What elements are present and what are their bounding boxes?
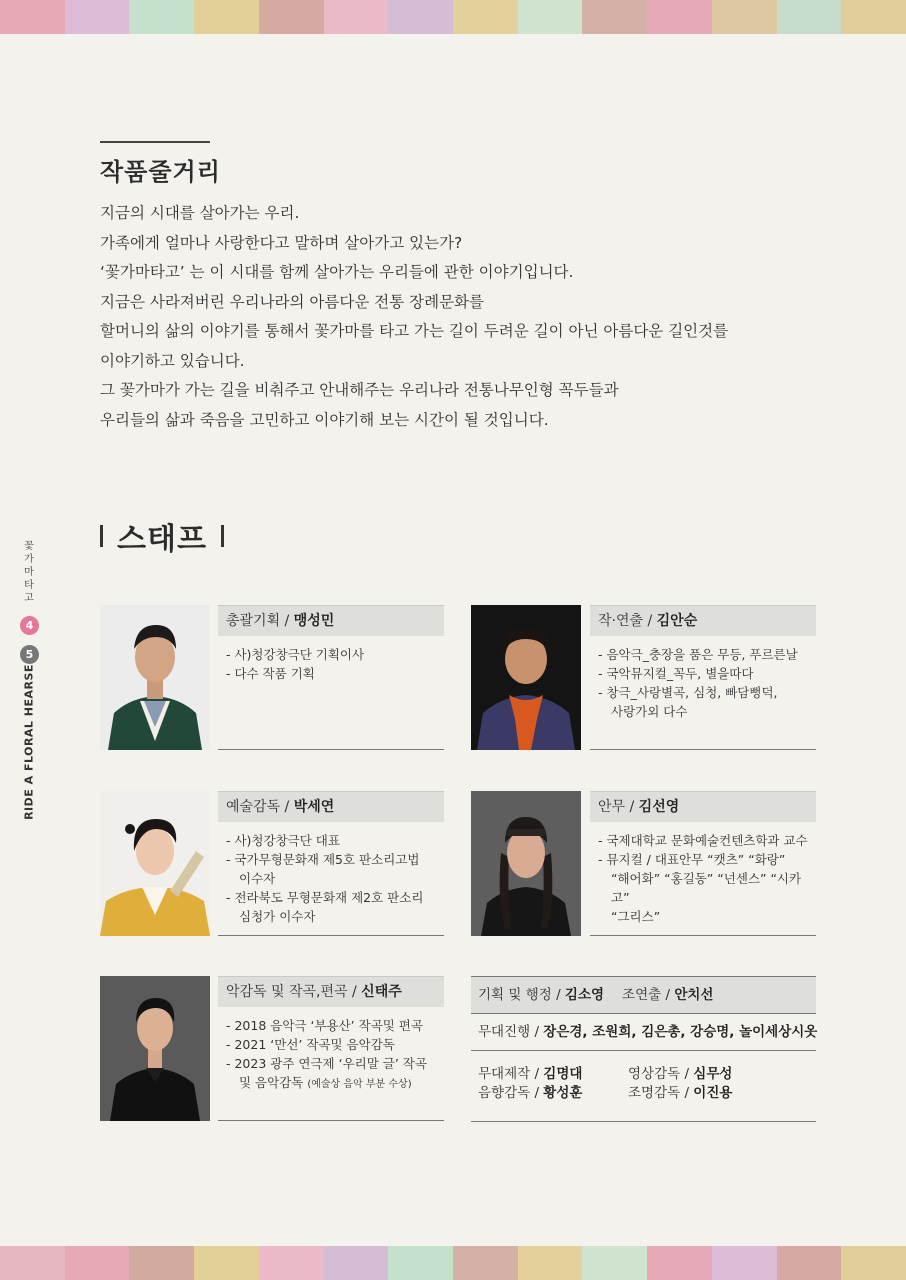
career-list [590, 822, 816, 926]
staff-photo-kim-ansun [471, 605, 581, 750]
production-grid [471, 1051, 816, 1102]
career-item: - 사)청강창극단 기획이사 [226, 647, 365, 662]
production-line [471, 977, 816, 1014]
career-item-text: 및 음악감독 [239, 1075, 308, 1090]
production-entry [478, 1065, 628, 1083]
stripe-segment [712, 0, 777, 34]
production-row [471, 1050, 816, 1122]
award-note: (예술상 음악 부분 수상) [307, 1079, 412, 1090]
heading-bar-left [100, 525, 103, 547]
staff-name: 심무성 [693, 1066, 733, 1082]
staff-title: 스태프 [117, 522, 207, 557]
role-label: 무대제작 / [478, 1066, 544, 1082]
card-bottom-line [218, 749, 444, 750]
staff-card-park [218, 791, 444, 926]
synopsis-body [100, 199, 800, 435]
stripe-segment [712, 1246, 777, 1280]
role-label: 총괄기획 / [226, 613, 294, 629]
stripe-segment [0, 1246, 65, 1280]
career-item-with-award [226, 1073, 436, 1094]
staff-name: 김안순 [656, 613, 698, 629]
production-row [471, 976, 816, 1013]
staff-name: 황성훈 [543, 1085, 583, 1101]
staff-name: 김소영 [564, 987, 605, 1003]
staff-name: 장은경, 조원희, 김은총, 강승명, 놀이세상시옷 [543, 1024, 818, 1040]
stripe-segment [194, 1246, 259, 1280]
role-label: 무대진행 / [478, 1024, 544, 1040]
stripe-segment [582, 1246, 647, 1280]
stripe-segment [65, 1246, 130, 1280]
role-label: 기획 및 행정 / [478, 987, 565, 1003]
career-item: “그리스” [611, 909, 661, 924]
career-item: - 사)청강창극단 대표 [226, 833, 340, 848]
staff-card-maeng [218, 605, 444, 683]
staff-name: 김선영 [638, 799, 680, 815]
career-item: “해어화” “홍길동” “넌센스” “시카고” [611, 871, 802, 905]
card-header [218, 791, 444, 822]
career-list [218, 636, 444, 683]
production-line [471, 1014, 816, 1051]
stripe-segment [259, 1246, 324, 1280]
career-list [218, 1007, 444, 1094]
card-header [218, 976, 444, 1007]
role-label: 영상감독 / [628, 1066, 694, 1082]
stripe-segment [647, 1246, 712, 1280]
bottom-decorative-stripe [0, 1246, 906, 1280]
synopsis-line: 이야기하고 있습니다. [100, 351, 245, 370]
synopsis-line: ‘꽃가마타고’ 는 이 시대를 함께 살아가는 우리들에 관한 이야기입니다. [100, 263, 574, 281]
card-bottom-line [590, 749, 816, 750]
career-item: - 음악극_충장을 품은 무등, 푸르른날 [598, 647, 798, 662]
staff-name: 안치선 [674, 987, 714, 1003]
stripe-segment [129, 0, 194, 34]
stripe-segment [259, 0, 324, 34]
staff-name: 맹성민 [293, 613, 335, 629]
top-decorative-stripe [0, 0, 906, 34]
production-entry [628, 1084, 788, 1102]
career-item: - 전라북도 무형문화재 제2호 판소리 [226, 890, 424, 905]
career-list [590, 636, 816, 721]
stripe-segment [129, 1246, 194, 1280]
stripe-segment [194, 0, 259, 34]
stripe-segment [777, 0, 842, 34]
stripe-segment [324, 1246, 389, 1280]
staff-name: 김명대 [543, 1066, 583, 1082]
side-vertical-title: 꽃 가 마 타 고 [24, 541, 34, 604]
stripe-segment [388, 0, 453, 34]
career-list [218, 822, 444, 926]
card-header [590, 791, 816, 822]
production-staff-table [471, 976, 816, 1122]
staff-photo-kim-seonyoung [471, 791, 581, 936]
production-row [471, 1013, 816, 1050]
synopsis-line: 그 꽃가마가 가는 길을 비춰주고 안내해주는 우리나라 전통나무인형 꼭두들과 [100, 381, 619, 399]
career-item: - 뮤지컬 / 대표안무 “캣츠” “화랑” [598, 852, 786, 867]
staff-name: 신태주 [361, 984, 402, 1000]
career-item: - 국제대학교 문화예술컨텐츠학과 교수 [598, 833, 808, 848]
career-item: 이수자 [239, 871, 276, 886]
staff-photo-park [100, 791, 210, 936]
role-label: 예술감독 / [226, 799, 294, 815]
production-entry [628, 1065, 788, 1083]
side-english-title: RIDE A FLORAL HEARSE [22, 664, 36, 820]
card-header [590, 605, 816, 636]
career-item: - 2018 음악극 ‘부용산’ 작곡및 편곡 [226, 1018, 423, 1033]
role-label: 조명감독 / [628, 1085, 694, 1101]
role-label: 악감독 및 작곡,편곡 / [226, 984, 362, 1000]
synopsis-title: 작품줄거리 [100, 158, 221, 186]
synopsis-line: 지금은 사라져버린 우리나라의 아름다운 전통 장례문화를 [100, 292, 484, 311]
page-badge-4: 4 [20, 616, 39, 635]
synopsis-line: 우리들의 삶과 죽음을 고민하고 이야기해 보는 시간이 될 것입니다. [100, 410, 549, 429]
card-bottom-line [590, 935, 816, 936]
stripe-segment [453, 1246, 518, 1280]
stripe-segment [518, 0, 583, 34]
staff-heading [100, 514, 224, 558]
stripe-segment [777, 1246, 842, 1280]
synopsis-rule [100, 141, 210, 143]
stripe-segment [0, 0, 65, 34]
stripe-segment [388, 1246, 453, 1280]
staff-card-shin [218, 976, 444, 1094]
career-item: - 국가무형문화재 제5호 판소리고법 [226, 852, 420, 867]
card-bottom-line [218, 935, 444, 936]
career-item: - 국악뮤지컬_꼭두, 별을따다 [598, 666, 754, 681]
stripe-segment [841, 1246, 906, 1280]
career-item: - 2023 광주 연극제 ‘우리말 글’ 작곡 [226, 1056, 427, 1071]
career-item: - 2021 ‘만선’ 작곡및 음악감독 [226, 1037, 395, 1052]
role-label: 안무 / [598, 799, 639, 815]
synopsis-line: 가족에게 얼마나 사랑한다고 말하며 살아가고 있는가? [100, 233, 463, 252]
career-item: - 창극_사랑별곡, 심청, 빠담뻥덕, [598, 685, 778, 700]
stripe-segment [647, 0, 712, 34]
role-label: 음향감독 / [478, 1085, 544, 1101]
heading-bar-right [221, 525, 224, 547]
stripe-segment [65, 0, 130, 34]
career-item: 심청가 이수자 [239, 909, 316, 924]
staff-card-kim-seonyoung [590, 791, 816, 926]
staff-card-kim-ansun [590, 605, 816, 721]
role-label: 조연출 / [622, 987, 675, 1003]
staff-photo-shin [100, 976, 210, 1121]
career-item: - 다수 작품 기획 [226, 666, 315, 681]
page-badge-5: 5 [20, 645, 39, 664]
stripe-segment [518, 1246, 583, 1280]
synopsis-line: 지금의 시대를 살아가는 우리. [100, 204, 300, 222]
stripe-segment [324, 0, 389, 34]
stripe-segment [453, 0, 518, 34]
stripe-segment [841, 0, 906, 34]
production-entry [478, 1084, 628, 1102]
stripe-segment [582, 0, 647, 34]
career-item: 사랑가외 다수 [611, 704, 688, 719]
role-label: 작·연출 / [598, 613, 657, 629]
synopsis-line: 할머니의 삶의 이야기를 통해서 꽃가마를 타고 가는 길이 두려운 길이 아닌 아름다운 길인것를 [100, 322, 729, 340]
card-bottom-line [218, 1120, 444, 1121]
staff-name: 이진용 [693, 1085, 733, 1101]
staff-photo-maeng [100, 605, 210, 750]
staff-name: 박세연 [293, 799, 335, 815]
card-header [218, 605, 444, 636]
